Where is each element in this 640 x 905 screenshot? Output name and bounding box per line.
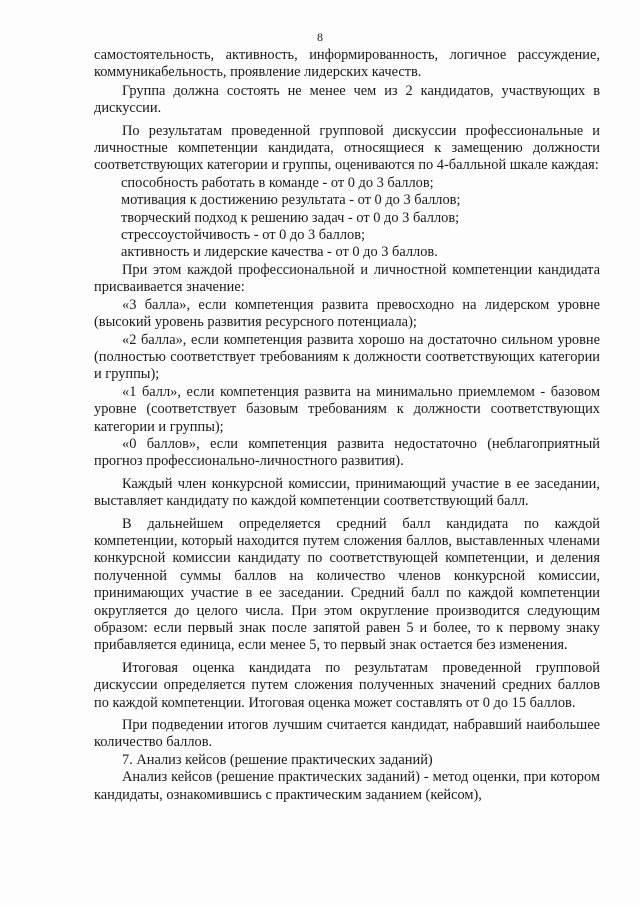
page-number: 8 [317, 30, 323, 44]
paragraph-member-score: Каждый член конкурсной комиссии, принимающий участие в ее заседании, выставляет кандидату по каждой компетенции соответствующий балл. [94, 475, 600, 510]
scale-item-3: «3 балла», если компетенция развита превосходно на лидерском уровне (высокий уровень развития ресурсного потенциала); [94, 296, 600, 331]
criterion-item: активность и лидерские качества - от 0 до 3 баллов. [121, 244, 438, 261]
scale-item-0: «0 баллов», если компетенция развита недостаточно (неблагоприятный прогноз профессионально-личностного развития). [94, 435, 600, 470]
paragraph-final-score: Итоговая оценка кандидата по результатам проведенной групповой дискуссии определяется путем сложения полученных значений средних баллов по каждой компетенции. Итоговая оценка может составлять от 0 до 15 баллов. [94, 659, 600, 711]
criterion-item: стрессоустойчивость - от 0 до 3 баллов; [121, 227, 365, 244]
paragraph-winner: При подведении итогов лучшим считается кандидат, набравший наибольшее количество баллов. [94, 717, 600, 751]
paragraph-scale-intro: При этом каждой профессиональной и личностной компетенции кандидата присваивается значение: [94, 261, 600, 296]
document-body [94, 47, 600, 804]
criterion-item: способность работать в команде - от 0 до 3 баллов; [121, 174, 434, 191]
criterion-item: творческий подход к решению задач - от 0 до 3 баллов; [121, 209, 460, 226]
paragraph-assessment-intro: По результатам проведенной групповой дискуссии профессиональные и личностные компетенции кандидата, относящиеся к замещению должности соответствующих категории и группы, оцениваются по 4-балльной шкале каждая: [94, 122, 600, 174]
scale-item-1: «1 балл», если компетенция развита на минимально приемлемом - базовом уровне (соответствует базовым требованиям к должности соответствующих категории и группы); [94, 383, 600, 435]
paragraph-qualities: самостоятельность, активность, информированность, логичное рассуждение, коммуникабельность, проявление лидерских качеств. [94, 47, 600, 81]
paragraph-group-size: Группа должна состоять не менее чем из 2 кандидатов, участвующих в дискуссии. [94, 82, 600, 117]
scale-item-2: «2 балла», если компетенция развита хорошо на достаточно сильном уровне (полностью соответствует требованиям к должности соответствующих категории и группы); [94, 331, 600, 383]
criteria-list [94, 175, 600, 262]
paragraph-average-score: В дальнейшем определяется средний балл кандидата по каждой компетенции, который находится путем сложения баллов, выставленных членами конкурсной комиссии кандидату по соответствующей компетенции, и деления полученной суммы баллов на количество членов конкурсной комиссии, принимающих участие в ее заседании. Средний балл по каждой компетенции округляется до целого числа. При этом округление производится следующим образом: если первый знак после запятой равен 5 и более, то к первому знаку прибавляется единица, если менее 5, то первый знак остается без изменения. [94, 515, 600, 654]
section-heading: 7. Анализ кейсов (решение практических заданий) [122, 751, 433, 768]
criterion-item: мотивация к достижению результата - от 0 до 3 баллов; [121, 192, 461, 209]
paragraph-case-analysis: Анализ кейсов (решение практических заданий) - метод оценки, при котором кандидаты, ознакомившись с практическим заданием (кейсом), [94, 769, 600, 803]
